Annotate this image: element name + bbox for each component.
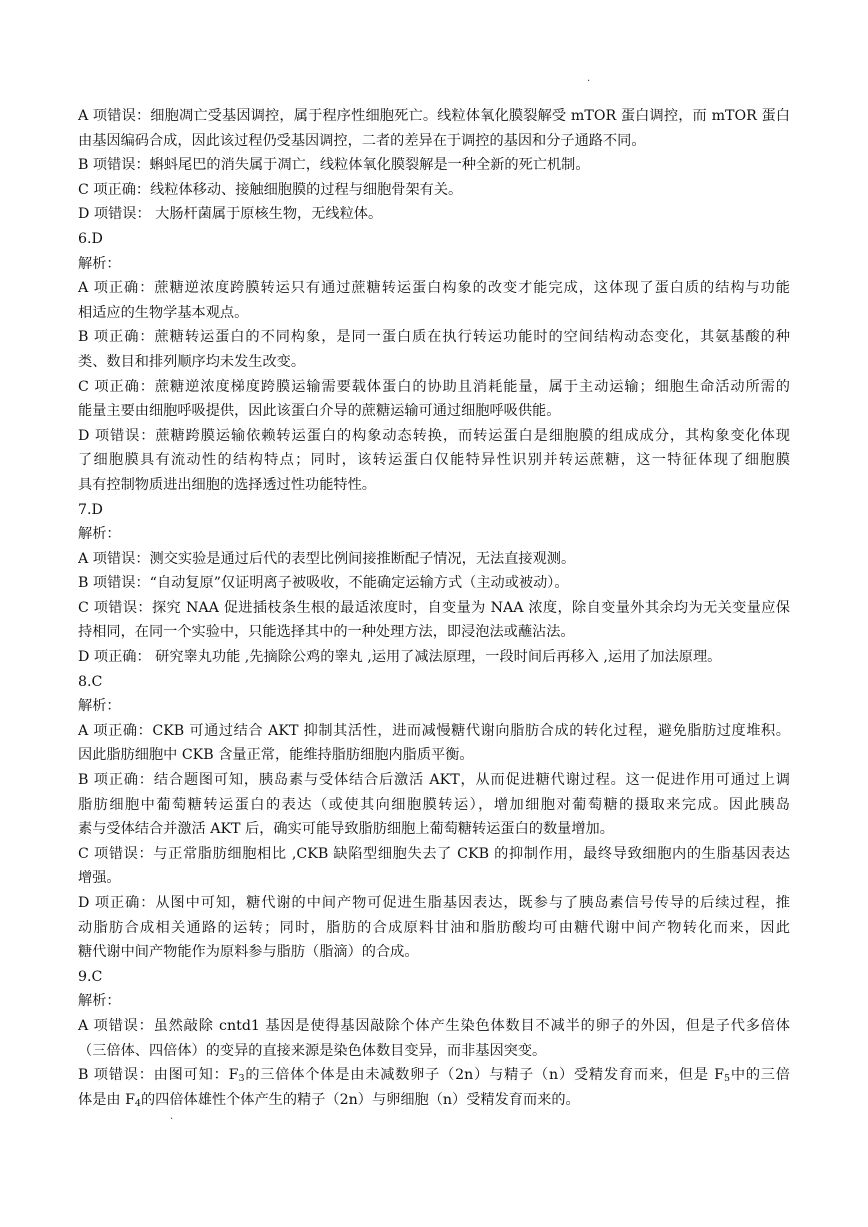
text-line: C 项正确：线粒体移动、接触细胞膜的过程与细胞骨架有关。 <box>78 181 463 198</box>
text-line: 素与受体结合并激活 AKT 后，确实可能导致脂肪细胞上葡萄糖转运蛋白的数量增加。 <box>78 821 614 838</box>
text-line: 9.C <box>78 968 103 985</box>
text-line: 糖代谢中间产物能作为原料参与脂肪（脂滴）的合成。 <box>78 944 419 961</box>
text-line: 了细胞膜具有流动性的结构特点；同时，该转运蛋白仅能特异性识别并转运蔗糖，这一特征体现了细胞膜 <box>78 452 790 469</box>
text-line: 由基因编码合成，因此该过程仍受基因调控，二者的差异在于调控的基因和分子通路不同。 <box>78 132 646 149</box>
text-line: D 项正确：从图中可知，糖代谢的中间产物可促进生脂基因表达，既参与了胰岛素信号传导的后续过程，推 <box>78 895 790 911</box>
text-line: B 项错误：“自动复原”仅证明离子被吸收，不能确定运输方式（主动或被动）。 <box>78 575 569 592</box>
text-fragment: 的四倍体雄性个体产生的精子（2n）与卵细胞（n）受精发育而来的。 <box>140 1091 580 1108</box>
text-line: 能量主要由细胞呼吸提供，因此该蛋白介导的蔗糖运输可通过细胞呼吸供能。 <box>78 403 561 420</box>
text-line: 7.D <box>78 501 103 518</box>
text-line: 持相同，在同一个实验中，只能选择其中的一种处理方法，即浸泡法或蘸沾法。 <box>78 624 575 641</box>
text-line <box>78 1063 790 1088</box>
text-line: C 项正确：蔗糖逆浓度梯度跨膜运输需要载体蛋白的协助且消耗能量，属于主动运输；细胞生命活动所需的 <box>78 378 790 395</box>
subscript: 3 <box>238 1073 245 1085</box>
text-line: 因此脂肪细胞中 CKB 含量正常，能维持脂肪细胞内脂质平衡。 <box>78 747 474 764</box>
text-line: C 项错误：探究 NAA 促进插枝条生根的最适浓度时，自变量为 NAA 浓度，除自变量外其余均为无关变量应保 <box>78 599 790 616</box>
document-body <box>78 104 790 1112</box>
text-line: 动脂肪合成相关通路的运转；同时，脂肪的合成原料甘油和脂肪酸均可由糖代谢中间产物转化而来，因此 <box>78 919 790 936</box>
text-line: B 项正确：结合题图可知，胰岛素与受体结合后激活 AKT，从而促进糖代谢过程。这一促进作用可通过上调 <box>78 772 790 789</box>
subscript: 4 <box>134 1097 141 1109</box>
header-mark: . <box>587 73 591 84</box>
text-line: 脂肪细胞中葡萄糖转运蛋白的表达（或使其向细胞膜转运），增加细胞对葡萄糖的摄取来完成。因此胰岛 <box>78 796 790 813</box>
text-line: 8.C <box>78 673 103 690</box>
text-line: D 项错误： 大肠杆菌属于原核生物，无线粒体。 <box>78 206 383 223</box>
text-line: B 项正确：蔗糖转运蛋白的不同构象，是同一蛋白质在执行转运功能时的空间结构动态变化，其氨基酸的种 <box>78 329 790 346</box>
footer-mark: . <box>170 1111 174 1122</box>
text-line: B 项错误：蝌蚪尾巴的消失属于凋亡，线粒体氧化膜裂解是一种全新的死亡机制。 <box>78 157 590 174</box>
text-fragment: 体是由 F <box>78 1091 135 1108</box>
text-line: A 项正确：CKB 可通过结合 AKT 抑制其活性，进而减慢糖代谢向脂肪合成的转化过程，避免脂肪过度堆积。 <box>78 722 790 739</box>
text-line: A 项正确：蔗糖逆浓度跨膜转运只有通过蔗糖转运蛋白构象的改变才能完成，这体现了蛋白质的结构与功能 <box>78 280 790 297</box>
text-line: 解析： <box>78 526 121 543</box>
text-line: D 项错误：蔗糖跨膜运输依赖转运蛋白的构象动态转换，而转运蛋白是细胞膜的组成成分，其构象变化体现 <box>78 427 790 444</box>
text-line: A 项错误：虽然敲除 cntd1 基因是使得基因敲除个体产生染色体数目不减半的卵子的外因，但是子代多倍体 <box>78 1017 790 1034</box>
text-line: C 项错误：与正常脂肪细胞相比 ,CKB 缺陷型细胞失去了 CKB 的抑制作用，最终导致细胞内的生脂基因表达 <box>78 845 790 862</box>
text-line: 解析： <box>78 698 121 715</box>
text-line <box>78 1088 790 1113</box>
text-line: 类、数目和排列顺序均未发生改变。 <box>78 353 306 370</box>
text-line: A 项错误：测交实验是通过后代的表型比例间接推断配子情况，无法直接观测。 <box>78 550 576 567</box>
text-line: D 项正确： 研究睾丸功能 ,先摘除公鸡的睾丸 ,运用了减法原理，一段时间后再移入 ,运用了加法原理。 <box>78 649 722 666</box>
text-line: 增强。 <box>78 870 121 887</box>
text-line: 相适应的生物学基本观点。 <box>78 304 249 321</box>
text-fragment: 中的三倍 <box>730 1067 790 1084</box>
text-line: 解析： <box>78 993 121 1010</box>
subscript: 5 <box>723 1073 731 1085</box>
text-line: 解析： <box>78 255 121 272</box>
text-line: 6.D <box>78 230 103 247</box>
text-fragment: B 项错误：由图可知：F <box>78 1067 239 1084</box>
text-line: A 项错误：细胞凋亡受基因调控，属于程序性细胞死亡。线粒体氧化膜裂解受 mTOR 蛋白调控，而 mTOR 蛋白 <box>78 108 790 124</box>
text-line: 具有控制物质进出细胞的选择透过性功能特性。 <box>78 476 376 493</box>
text-line: （三倍体、四倍体）的变异的直接来源是染色体数目变异，而非基因突变。 <box>78 1042 547 1059</box>
text-fragment: 的三倍体个体是由未减数卵子（2n）与精子（n）受精发育而来，但是 F <box>244 1067 724 1084</box>
